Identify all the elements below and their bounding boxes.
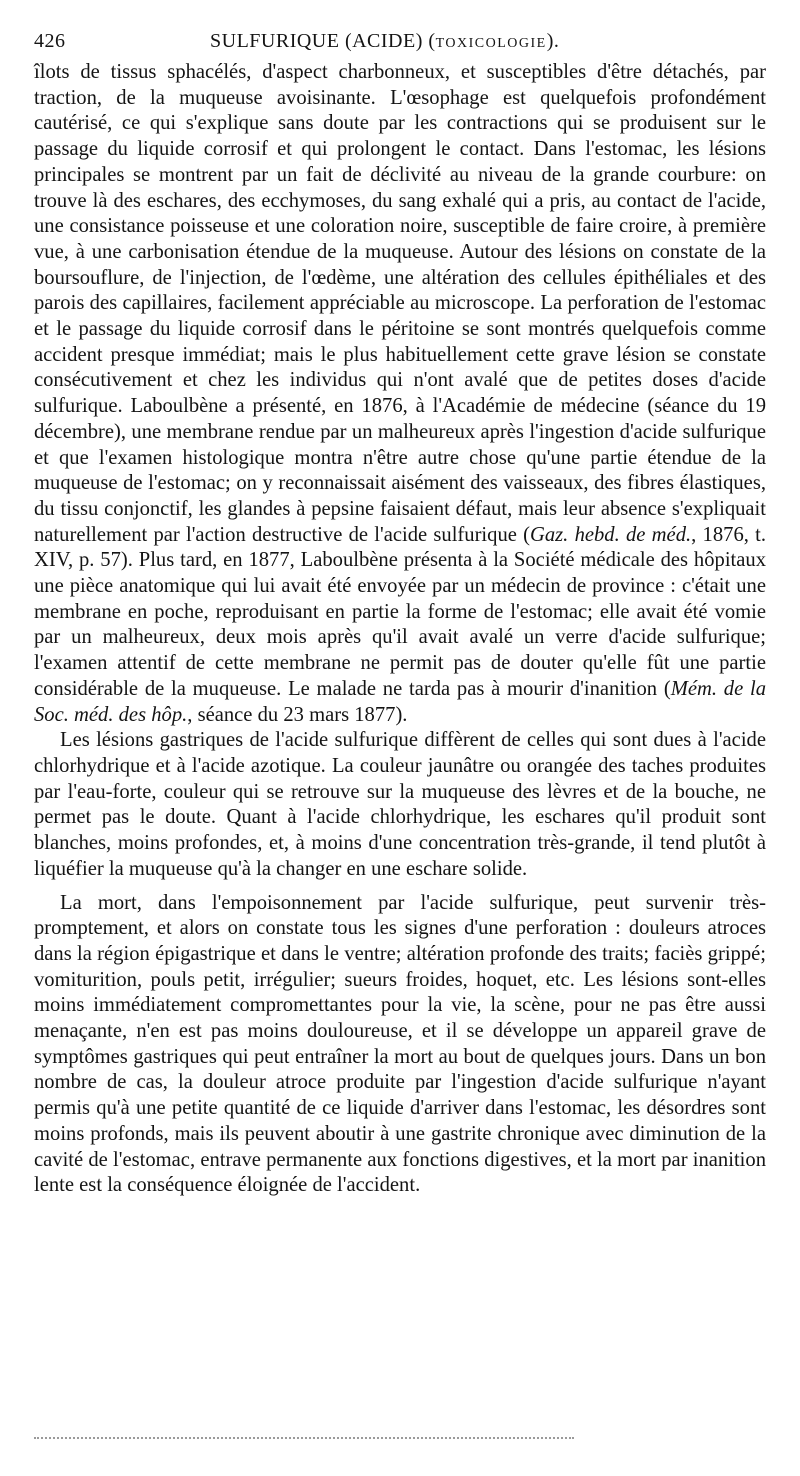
paragraph-1-part-c: , séance du 23 mars 1877).	[187, 703, 408, 726]
running-title-sub: toxicologie	[435, 30, 547, 52]
running-title-sub-open: (	[428, 30, 436, 52]
body-text	[34, 60, 766, 1199]
footer-rule	[34, 1437, 574, 1439]
citation-memoires: Mém. de la Soc. méd. des hôp.	[34, 677, 766, 726]
paragraph-1-part-a: îlots de tissus sphacélés, d'aspect charbonneux, et susceptibles d'être détachés, par traction, de la muqueuse avoisinante. L'œsophage est quelquefois profondément cautérisé, ce qui s'explique sans doute par les contractions qui se produisent sur le passage du liquide corrosif et qui prolongent le contact. Dans l'estomac, les lésions principales se montrent par un fait de déclivité au niveau de la grande courbure: on trouve là des eschares, des ecchymoses, du sang exhalé qui a pris, au contact de l'acide, une consistance poisseuse et une coloration noire, susceptible de faire croire, à première vue, à une carbonisation étendue de la muqueuse. Autour des lésions on constate de la boursouflure, de l'injection, de l'œdème, une altération des cellules épithéliales et des parois des capillaires, facilement appréciable au microscope. La perforation de l'estomac et le passage du liquide corrosif dans le péritoine se sont montrés quelquefois comme accident presque immédiat; mais le plus habituellement cette grave lésion se constate consécutivement et chez les individus qui n'ont avalé que de petites doses d'acide sulfurique. Laboulbène a présenté, en 1876, à l'Académie de médecine (séance du 19 décembre), une membrane rendue par un malheureux après l'ingestion d'acide sulfurique et que l'examen histologique montra n'être autre chose qu'une partie étendue de la muqueuse de l'estomac; on y reconnaissait aisément des vaisseaux, des fibres élastiques, du tissu conjonctif, les glandes à pepsine faisaient défaut, mais leur absence s'expliquait naturellement par l'action destructive de l'acide sulfurique (	[34, 61, 766, 546]
paragraph-1-part-b: , 1876, t. XIV, p. 57). Plus tard, en 1877, Laboulbène présenta à la Société médicale des hôpitaux une pièce anatomique qui lui avait été envoyée par un médecin de province : c'était une membrane en poche, reproduisant en partie la forme de l'estomac; elle avait été vomie par un malheureux, deux mois après qu'il avait avalé un verre d'acide sulfurique; l'examen attentif de cette membrane ne permit pas de douter qu'elle fût une partie considérable de la muqueuse. Le malade ne tarda pas à mourir d'inanition (	[34, 523, 767, 700]
running-title-main: SULFURIQUE (ACIDE)	[210, 30, 423, 52]
book-page	[34, 26, 766, 1199]
running-title-sub-close: ).	[546, 30, 560, 52]
paragraph-1	[34, 60, 766, 728]
paragraph-3: La mort, dans l'empoisonnement par l'acide sulfurique, peut survenir très-promptement, et alors on constate tous les signes d'une perforation : douleurs atroces dans la région épigastrique et dans le ventre; altération profonde des traits; faciès grippé; vomiturition, pouls petit, irrégulier; sueurs froides, hoquet, etc. Les lésions sont-elles moins immédiatement compromettantes pour la vie, la scène, pour ne pas être aussi menaçante, n'en est pas moins douloureuse, et il se développe un appareil grave de symptômes gastriques qui peut entraîner la mort au bout de quelques jours. Dans un bon nombre de cas, la douleur atroce produite par l'ingestion d'acide sulfurique n'ayant permis qu'à une petite quantité de ce liquide d'arriver dans l'estomac, les désordres sont moins profonds, mais ils peuvent aboutir à une gastrite chronique avec diminution de la cavité de l'estomac, entrave permanente aux fonctions digestives, et la mort par inanition lente est la conséquence éloignée de l'accident.	[34, 891, 766, 1197]
running-head	[34, 26, 766, 60]
paragraph-2: Les lésions gastriques de l'acide sulfurique diffèrent de celles qui sont dues à l'acide chlorhydrique et à l'acide azotique. La couleur jaunâtre ou orangée des taches produites par l'eau-forte, couleur qui se retrouve sur la muqueuse des lèvres et de la bouche, ne permet pas le doute. Quant à l'acide chlorhydrique, les eschares qu'il produit sont blanches, moins profondes, et, à moins d'une concentration très-grande, il tend plutôt à liquéfier la muqueuse qu'à la changer en une eschare solide.	[34, 729, 766, 880]
citation-gazette: Gaz. hebd. de méd.	[530, 523, 692, 546]
page-number: 426	[34, 30, 66, 52]
running-title	[210, 30, 559, 53]
